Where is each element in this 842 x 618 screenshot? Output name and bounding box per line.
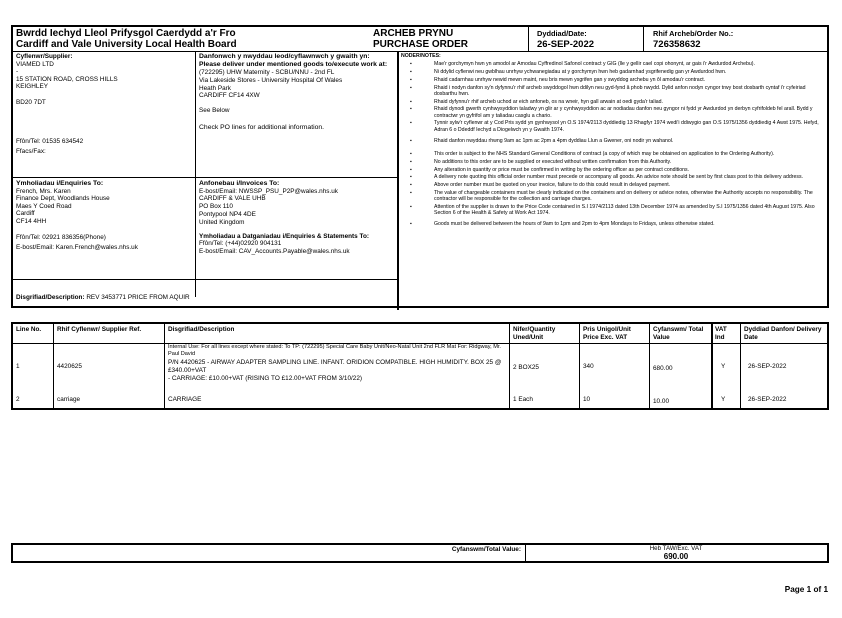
- quantity: 1 Each: [513, 396, 533, 403]
- doc-title-english: PURCHASE ORDER: [373, 39, 469, 50]
- note-item: ▪ Above order number must be quoted on your invoice, failure to do this could result in delayed payment.: [401, 182, 827, 188]
- divider: [711, 324, 713, 408]
- delivery-date: 26-SEP-2022: [748, 363, 787, 370]
- divider: [528, 27, 529, 51]
- supplier-address-2: KEIGHLEY: [16, 83, 48, 91]
- org-name-welsh: Bwrdd Iechyd Lleol Prifysgol Caerdydd a'r Fro: [16, 28, 236, 39]
- description-label: Disgrifiad/Description:: [16, 294, 85, 301]
- order-header-frame: [11, 25, 829, 308]
- order-no-label: Rhif Archeb/Order No.:: [653, 29, 734, 38]
- note-item: ▪ No additions to this order are to be supplied or executed without written confirmation from this Authority.: [401, 159, 827, 165]
- total-value-label: Cyfanswm/Total Value:: [451, 546, 521, 553]
- total-value: 680.00: [653, 365, 673, 372]
- doc-title-welsh: ARCHEB PRYNU: [373, 28, 454, 39]
- order-lines-table: [11, 322, 829, 410]
- quantity: 2 BOX25: [513, 364, 539, 371]
- note-item: ▪ Rhaid cadarnhau unrhyw newid mewn maint, neu bris mewn ysgrifen gan y swyddog archebu yn ôl amodau'r contract.: [401, 77, 827, 83]
- line-no: 2: [16, 396, 20, 403]
- note-item: ▪ Tynnir sylw'r cyflenwr at y Cod Pris sydd yn gynhwysol yn O.S 1974/2113 dyddiedig 13 Rhagfyr 1974 wedi'i ddiwygio gan O.S 1975/1356 dyddiedig 4 Awst 1975. Hefyd, Adran 6 o Ddeddf Iechyd a Diogelwch yn y Gwaith 1974.: [401, 120, 827, 132]
- delivery-block: [199, 53, 393, 132]
- note-item: ▪ Attention of the supplier is drawn to the Price Code contained in S.I 1974/2113 dated 13th December 1974 as amended by S.I 1975/1356 dated 4th August 1975. Also Section 6 of the Health & Safety at Work Act 1974.: [401, 204, 827, 216]
- col-header-quantity: Nifer/Quantity Uned/Unit: [513, 326, 556, 341]
- vat-ind: Y: [721, 363, 726, 370]
- statements-phone: Ffôn/Tel: (+44)02920 904131: [199, 240, 282, 248]
- notes-english-list: [401, 151, 827, 228]
- order-number: 726358632: [653, 39, 701, 50]
- delivery-label: Danfonwch y nwyddau leod/cyflawnwch y gwaith yn: Please deliver under mentioned goods to/execute work at:: [199, 53, 388, 69]
- vat-ind: Y: [721, 396, 726, 403]
- divider: [740, 324, 741, 408]
- supplier-ref: carriage: [57, 396, 81, 403]
- delivery-line-4: CARDIFF CF14 4XW: [199, 92, 260, 100]
- col-header-description: Disgrifiad/Description: [168, 326, 235, 333]
- delivery-see-below: See Below: [199, 106, 230, 114]
- enquiries-block: [16, 180, 192, 252]
- invoices-email[interactable]: E-bost/Email: NWSSP_PSU_P2P@wales.nhs.uk: [199, 187, 338, 195]
- note-item: ▪ Rhaid dynodi gwerth cynhwysyddion taladwy yn glir ar y cynhwysyddion ac ar nodiadau danfon neu gyngor ni fydd yr Awdurdod yn derbyn cyfrifoldeb fel arall. Bydd y contractwr yn gyfrifol am y taliadau casglu a chario.: [401, 106, 827, 118]
- delivery-line-2: Via Lakeside Stores - University Hospital Of Wales: [199, 77, 343, 84]
- supplier-phone: Ffôn/Tel: 01535 634542: [16, 137, 84, 145]
- note-item: ▪ Ni ddylid cyflenwi neu gwblhau unrhyw ychwanegiadau at y gorchymyn hwn heb gadarnhad ysgrifenedig gan yr Awdurdod hwn.: [401, 69, 827, 75]
- enquiries-name: French, Mrs. Karen: [16, 187, 71, 195]
- notes-block: [401, 53, 827, 229]
- enquiries-label: Ymholiadau i/Enquiries To:: [16, 180, 104, 187]
- order-date: 26-SEP-2022: [537, 39, 595, 50]
- invoices-label: Anfonebau i/Invoices To:: [199, 180, 280, 187]
- date-label: Dyddiad/Date:: [537, 29, 587, 38]
- exc-vat-total: 690.00: [663, 552, 689, 561]
- internal-use-note: Internal Use: For all lines except where stated: To TP: (722295) Special Care Baby Unit/Neo-Natal Unit 2nd FLR Mat For: Ridgway, Mr. Paul David: [168, 344, 501, 357]
- enquiries-line-4: CF14 4HH: [16, 217, 47, 225]
- invoices-line-4: United Kingdom: [199, 218, 245, 226]
- invoices-block: [199, 180, 395, 255]
- supplier-ref: 4420625: [57, 363, 82, 370]
- delivery-line-3: Heath Park: [199, 84, 231, 92]
- totals-box: [11, 543, 829, 563]
- note-item: ▪ This order is subject to the NHS Standard General Conditions of contract (a copy of which may be obtained on application to the Ordering Authority).: [401, 151, 827, 157]
- note-item: ▪ Mae'r gorchymyn hwn yn amodol ar Amodau Cyffredinol Safonol contract y GIG (lle y gellir cael copi ohonynt, ar gais i'r Awdurdod Archebu).: [401, 61, 827, 67]
- divider: [643, 27, 644, 51]
- divider: [649, 324, 650, 408]
- note-item: ▪ The value of chargeable containers must be clearly indicated on the containers and on delivery or advice notes, otherwise the Authority accepts no responsibility. The contractor will be responsible for the collection and carriage charges.: [401, 190, 827, 202]
- notes-welsh-list: [401, 61, 827, 144]
- divider: [579, 324, 580, 408]
- unit-price: 340: [583, 363, 594, 370]
- divider: [13, 279, 397, 280]
- enquiries-line-3: Cardiff: [16, 210, 35, 218]
- divider: [13, 177, 397, 178]
- invoices-line-3: Pontypool NP4 4DE: [199, 211, 256, 219]
- col-header-total: Cyfanswm/ Total Value: [653, 326, 704, 341]
- notes-heading: NODER/NOTES:: [401, 53, 441, 59]
- invoices-line-2: PO Box 110: [199, 202, 233, 210]
- total-value: 10.00: [653, 398, 669, 405]
- invoices-line-1: CARDIFF & VALE UHB: [199, 195, 266, 203]
- col-header-line-no: Line No.: [16, 326, 42, 333]
- enquiries-email[interactable]: E-bost/Email: Karen.French@wales.nhs.uk: [16, 244, 138, 252]
- supplier-postcode: BD20 7DT: [16, 98, 46, 106]
- page-number: Page 1 of 1: [784, 585, 828, 594]
- divider: [509, 324, 510, 408]
- line-description: P/N 4420625 - AIRWAY ADAPTER SAMPLING LINE. INFANT. ORIDION COMPATIBLE. HIGH HUMIDITY. BOX 25 @ £340.00+VAT: [168, 359, 502, 374]
- org-name-english: Cardiff and Vale University Local Health Board: [16, 39, 237, 50]
- supplier-address-1: 15 STATION ROAD, CROSS HILLS: [16, 75, 118, 83]
- enquiries-line-1: Finance Dept, Woodlands House: [16, 195, 110, 203]
- note-item: ▪ Rhaid danfon nwyddau rhwng 9am ac 1pm ac 2pm a 4pm dyddiau Llun a Gwener, oni nodir yn wahanol.: [401, 138, 827, 144]
- description-value: REV 3453771 PRICE FROM AQUIR: [86, 294, 190, 301]
- divider: [164, 324, 165, 408]
- divider: [53, 324, 54, 408]
- statements-email[interactable]: E-bost/Email: CAV_Accounts.Payable@wales.nhs.uk: [199, 247, 350, 255]
- enquiries-phone: Ffôn/Tel: 02921 836356(Phone): [16, 233, 106, 241]
- statements-label: Ymholiadau a Datganiadau i/Enquiries & Statements To:: [199, 232, 369, 240]
- col-header-supplier-ref: Rhif Cyflenwr/ Supplier Ref.: [57, 326, 142, 333]
- col-header-delivery-date: Dyddiad Danfon/ Delivery Date: [744, 326, 822, 341]
- col-header-vat: VAT Ind: [715, 326, 727, 341]
- note-item: ▪ Rhaid i nodyn danfon sy'n dyfynnu'r rhif archeb swyddogol hwn ddilyn neu gyd-fynd â phob nwydd. Dylid anfon nodyn cyngor trwy bost dosbarth cyntaf i'r cyfeiriad dosbarthu hwn.: [401, 85, 827, 97]
- supplier-name: VIAMED LTD: [16, 60, 54, 68]
- note-item: ▪ Goods must be delivered between the hours of 9am to 1pm and 2pm to 4pm Mondays to Fridays, unless otherwise stated.: [401, 221, 827, 227]
- exc-vat-label: Heb TAW/Exc. VAT: [649, 545, 703, 552]
- note-item: ▪ Any alteration in quantity or price must be confirmed in writing by the ordering officer as per contract conditions.: [401, 167, 827, 173]
- delivery-line-1: (722295) UHW Maternity - SCBU/NNU - 2nd FL: [199, 69, 335, 77]
- supplier-block: [16, 53, 192, 156]
- line-no: 1: [16, 363, 20, 370]
- supplier-dash: -: [16, 68, 19, 76]
- unit-price: 10: [583, 396, 591, 403]
- col-header-unit-price: Pris Unigol/Unit Price Exc. VAT: [583, 326, 631, 341]
- delivery-date: 26-SEP-2022: [748, 396, 787, 403]
- line-description-extra: - CARRIAGE: £10.00+VAT (RISING TO £12.00+VAT FROM 3/10/22): [168, 375, 363, 382]
- line-description: CARRIAGE: [168, 396, 202, 403]
- delivery-check-po: Check PO lines for additional information.: [199, 124, 325, 132]
- supplier-label: Cyflenwr/Supplier:: [16, 53, 73, 60]
- note-item: ▪ Rhaid dyfynnu'r rhif archeb uchod ar eich anfoneb, os na wneir, hyn gall arwain at oedi gyda'r taliad.: [401, 99, 827, 105]
- supplier-fax: Ffacs/Fax:: [16, 148, 46, 156]
- divider: [13, 51, 827, 52]
- divider: [397, 51, 399, 310]
- note-item: ▪ A delivery note quoting this official order number must precede or accompany all goods. An advice note should be sent by first class post to this delivery address.: [401, 174, 827, 180]
- description-row: [16, 294, 394, 302]
- divider: [195, 51, 196, 297]
- enquiries-line-2: Maes Y Coed Road: [16, 202, 72, 210]
